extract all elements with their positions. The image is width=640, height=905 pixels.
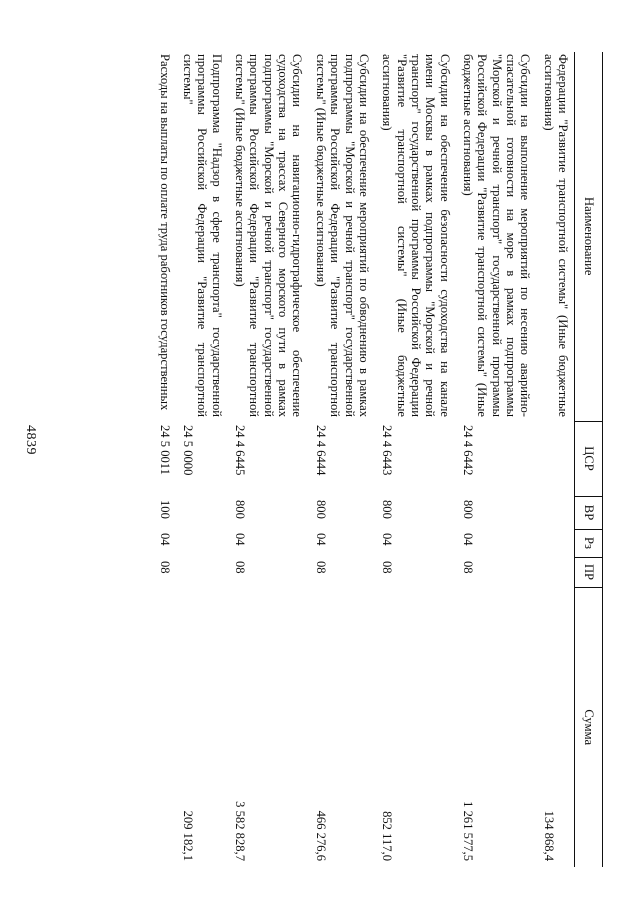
- row-name: Федерации "Развитие транспортной системы" (Иные бюджетные ассигнования): [541, 54, 570, 417]
- row-csr: 24 4 6445: [233, 425, 248, 476]
- row-name: Субсидии на обеспечение безопасности судоходства на канале имени Москвы в рамках подпрограммы "Морской и речной транспорт" государственной программы Российской Федерации "Развитие транспортной системы" (Иные бюджетные ассигнования): [380, 54, 452, 417]
- row-sum: [152, 587, 175, 867]
- budget-table-area: [98, 52, 603, 867]
- row-csr: 24 4 6442: [460, 425, 475, 476]
- row-sum: 852 117,0: [380, 811, 395, 861]
- row-rz: [176, 529, 228, 557]
- header-sum: Сумма: [575, 587, 603, 867]
- row-name: Субсидии на обеспечение мероприятий по обводнению в рамках подпрограммы "Морской и речной транспорт" государственной программы Российской Федерации "Развитие транспортной системы" (Иные бюджетные ассигнования): [313, 54, 371, 417]
- row-sum: 209 182,1: [181, 810, 196, 861]
- row-pr: 08: [313, 561, 328, 574]
- table-row: [456, 52, 537, 867]
- table-row: [228, 52, 309, 867]
- row-name: Субсидии на выполнение мероприятий по несению аварийно-спасательной готовности на море в рамках подпрограммы "Морской и речной транспорт" государственной программы Российской Федерации "Развитие транспортной системы" (Иные бюджетные ассигнования): [460, 54, 533, 417]
- row-rz: 04: [233, 533, 248, 546]
- row-sum: 466 276,6: [313, 810, 328, 861]
- row-csr: [536, 421, 574, 496]
- row-sum: 134 868,4: [541, 810, 556, 861]
- page-number: 4839: [23, 425, 38, 455]
- table-row: [309, 52, 375, 867]
- table-row: [152, 52, 175, 867]
- row-name: Субсидии на навигационно-гидрографическое обеспечение судоходства на трассах Северного морского пути в рамках подпрограммы "Морской и речной транспорт" государственной программы Российской Федерации "Развитие транспортной системы" (Иные бюджетные ассигнования): [233, 54, 305, 417]
- row-pr: 08: [233, 561, 248, 574]
- row-csr: 24 4 6444: [313, 425, 328, 476]
- row-rz: 04: [460, 533, 475, 546]
- row-vr: [536, 496, 574, 529]
- row-pr: 08: [460, 561, 475, 574]
- row-sum: 1 261 577,5: [460, 801, 475, 861]
- row-vr: 100: [157, 500, 172, 519]
- row-pr: [176, 557, 228, 587]
- row-vr: 800: [380, 500, 395, 519]
- table-header-row: [575, 52, 603, 867]
- header-name: Наименование: [575, 52, 603, 421]
- table-row: [176, 52, 228, 867]
- row-rz: 04: [157, 533, 172, 546]
- budget-table: [152, 52, 603, 867]
- row-vr: 800: [460, 500, 475, 519]
- row-csr: 24 4 6443: [380, 425, 395, 476]
- row-pr: 08: [157, 561, 172, 574]
- row-csr: 24 5 0000: [181, 425, 196, 476]
- row-sum: 3 582 828,7: [233, 801, 248, 861]
- table-row: [536, 52, 574, 867]
- header-rz: Рз: [575, 529, 603, 557]
- header-csr: ЦСР: [575, 421, 603, 496]
- row-rz: 04: [380, 533, 395, 546]
- row-name: Подпрограмма "Надзор в сфере транспорта" государственной программы Российской Федерации "Развитие транспортной системы": [181, 54, 224, 417]
- row-vr: 800: [313, 500, 328, 519]
- row-rz: [536, 529, 574, 557]
- row-name: Расходы на выплаты по оплате труда работников государственных: [157, 54, 172, 411]
- row-pr: [536, 557, 574, 587]
- row-vr: 800: [233, 500, 248, 519]
- row-pr: 08: [380, 561, 395, 574]
- row-csr: 24 5 0011: [157, 425, 172, 475]
- header-pr: ПР: [575, 557, 603, 587]
- row-rz: 04: [313, 533, 328, 546]
- table-row: [375, 52, 456, 867]
- header-vr: ВР: [575, 496, 603, 529]
- row-vr: [176, 496, 228, 529]
